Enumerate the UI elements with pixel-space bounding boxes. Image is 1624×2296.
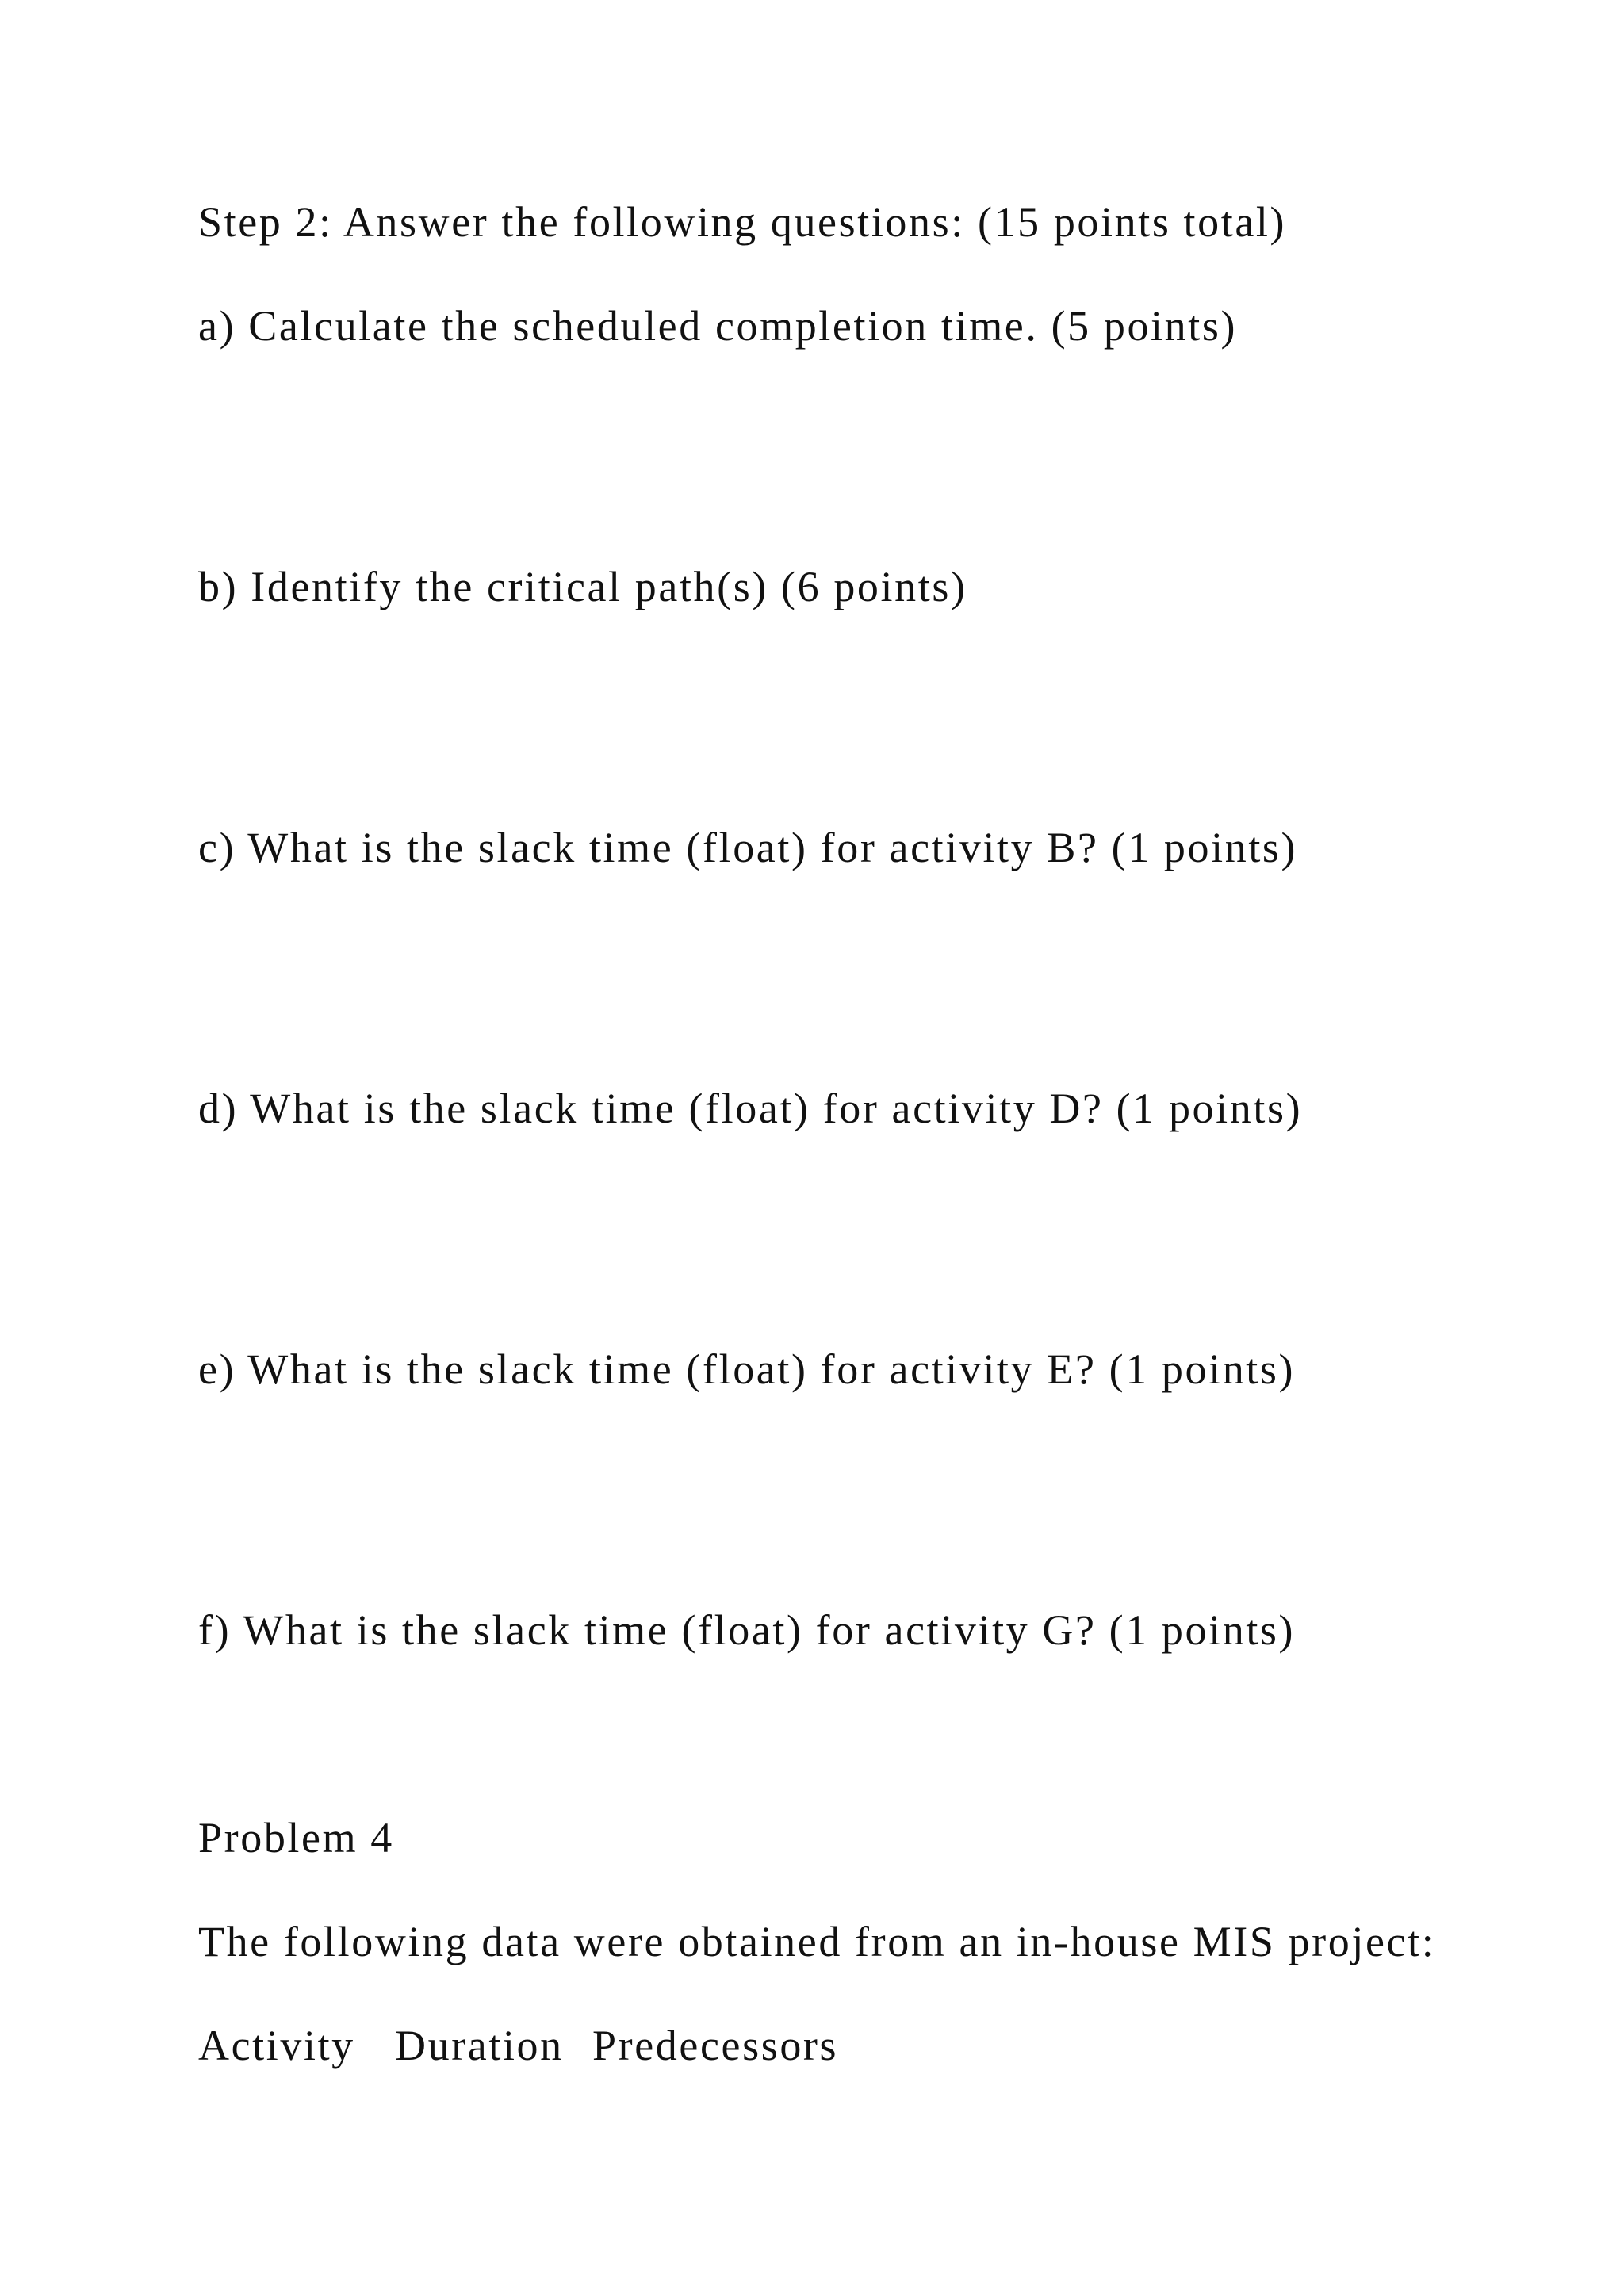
question-d: d) What is the slack time (float) for activity D? (1 points) xyxy=(198,1085,1303,1132)
question-b: b) Identify the critical path(s) (6 points) xyxy=(198,563,967,610)
question-f: f) What is the slack time (float) for activity G? (1 points) xyxy=(198,1606,1296,1654)
step-heading: Step 2: Answer the following questions: (15 points total) xyxy=(198,198,1287,246)
table-header-row xyxy=(198,2020,838,2071)
problem-title: Problem 4 xyxy=(198,1814,394,1862)
question-a: a) Calculate the scheduled completion time. (5 points) xyxy=(198,302,1238,350)
column-header-predecessors: Predecessors xyxy=(592,2022,839,2069)
column-header-activity: Activity xyxy=(198,2022,355,2069)
question-c: c) What is the slack time (float) for activity B? (1 points) xyxy=(198,824,1298,871)
column-header-duration: Duration xyxy=(395,2022,564,2069)
question-e: e) What is the slack time (float) for activity E? (1 points) xyxy=(198,1345,1296,1393)
problem-intro: The following data were obtained from an in-house MIS project: xyxy=(198,1918,1436,1965)
